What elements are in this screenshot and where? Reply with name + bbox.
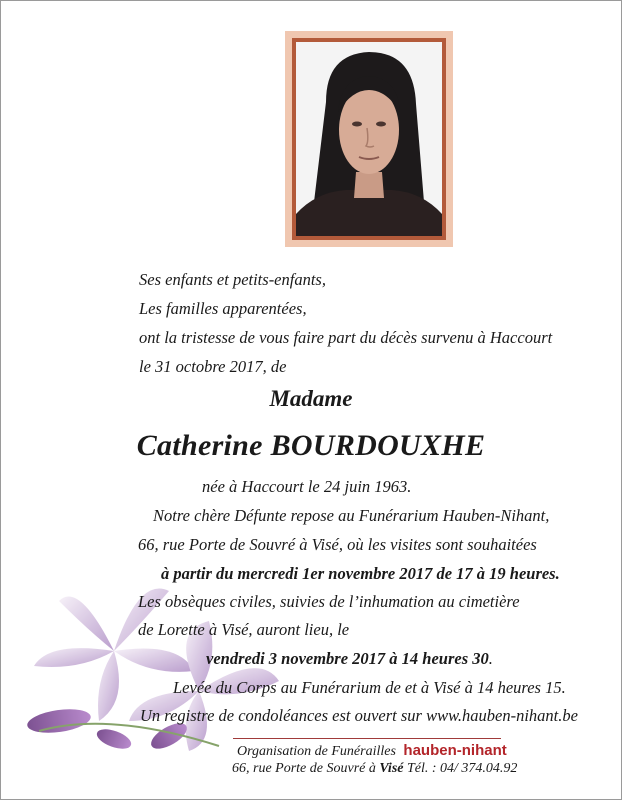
- footer-divider: [233, 738, 501, 739]
- footer-address: 66, rue Porte de Souvré à: [232, 761, 380, 776]
- intro-line: ont la tristesse de vous faire part du décès survenu à Haccourt: [139, 328, 553, 347]
- levee-line: Levée du Corps au Funérarium de et à Visé à 14 heures 15.: [173, 678, 566, 697]
- org-label: Organisation de Funérailles: [237, 744, 396, 759]
- address-line: 66, rue Porte de Souvré à Visé, où les visites sont souhaitées: [138, 535, 537, 554]
- footer-phone: Tél. : 04/ 374.04.92: [403, 761, 518, 776]
- cemetery-line: de Lorette à Visé, auront lieu, le: [138, 620, 350, 639]
- portrait-image-icon: [296, 42, 442, 236]
- intro-line: le 31 octobre 2017, de: [139, 357, 287, 376]
- visits-line: à partir du mercredi 1er novembre 2017 de 17 à 19 heures.: [161, 564, 560, 583]
- ceremony-date-line: [206, 649, 493, 669]
- ceremony-date-period: .: [488, 649, 493, 668]
- funeral-line: Les obsèques civiles, suivies de l’inhumation au cimetière: [138, 592, 520, 611]
- ceremony-date: vendredi 3 novembre 2017 à 14 heures 30: [206, 649, 489, 668]
- portrait-photo: [292, 38, 446, 240]
- birth-line: née à Haccourt le 24 juin 1963.: [202, 477, 412, 496]
- intro-line: Ses enfants et petits-enfants,: [139, 270, 326, 289]
- footer-city: Visé: [379, 761, 404, 776]
- repose-line: Notre chère Défunte repose au Funérarium Hauben-Nihant,: [153, 506, 550, 525]
- intro-text: [139, 265, 552, 381]
- footer-contact: [232, 761, 517, 777]
- portrait-frame: [285, 31, 453, 247]
- register-line: Un registre de condoléances est ouvert sur www.hauben-nihant.be: [140, 706, 578, 725]
- brand-logo: hauben-nihant: [403, 742, 507, 759]
- intro-line: Les familles apparentées,: [139, 299, 307, 318]
- honorific-title: Madame: [269, 386, 353, 411]
- deceased-name: Catherine BOURDOUXHE: [136, 429, 486, 462]
- footer-organisation: [237, 742, 507, 760]
